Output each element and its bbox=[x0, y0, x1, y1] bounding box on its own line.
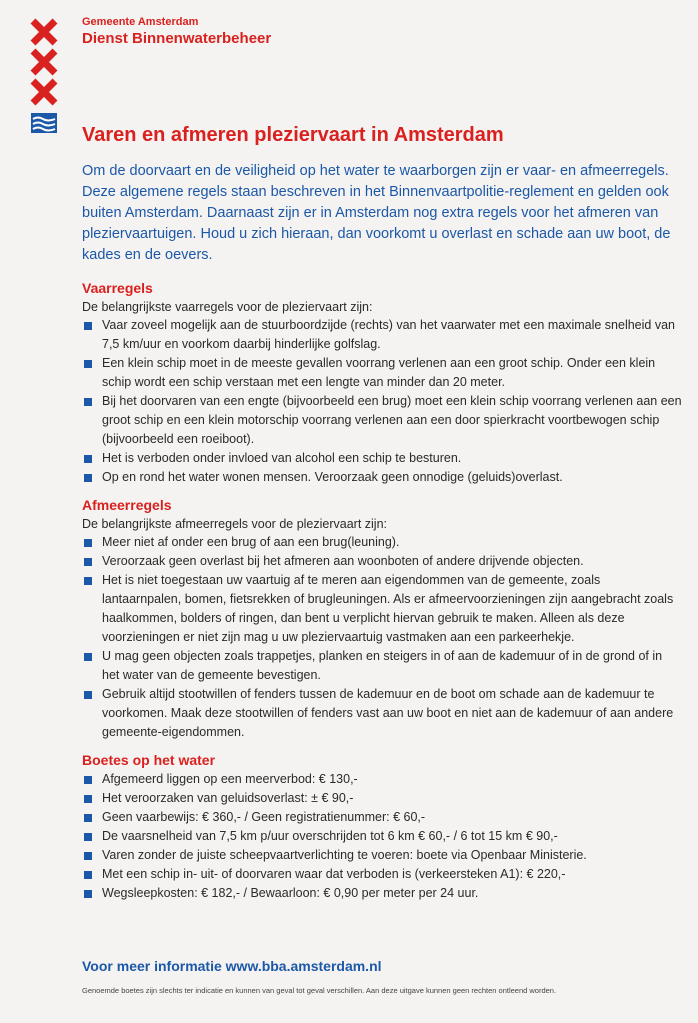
list-item: Met een schip in- uit- of doorvaren waar dat verboden is (verkeersteken A1): € 220,- bbox=[82, 865, 682, 884]
list-item: Het is verboden onder invloed van alcohol een schip te besturen. bbox=[82, 449, 682, 468]
more-info-link[interactable]: Voor meer informatie www.bba.amsterdam.nl bbox=[82, 958, 382, 974]
section-lead: De belangrijkste vaarregels voor de pleziervaart zijn: bbox=[82, 300, 373, 314]
section-heading-afmeerregels: Afmeerregels bbox=[82, 497, 172, 513]
water-waves-icon bbox=[30, 112, 58, 134]
intro-paragraph: Om de doorvaart en de veiligheid op het water te waarborgen zijn er vaar- en afmeerregels. Deze algemene regels staan beschreven in het Binnenvaartpolitie-reglement en gelden ook buiten Amsterdam. Daarnaast zijn er in Amsterdam nog extra regels voor het afmeren van pleziervaartuigen. Houd u zich hieraan, dan voorkomt u overlast en schade aan uw boot, de kades en de oevers. bbox=[82, 163, 671, 263]
section-heading-boetes: Boetes op het water bbox=[82, 752, 216, 768]
section-heading-vaarregels: Vaarregels bbox=[82, 280, 153, 296]
list-item: Het veroorzaken van geluidsoverlast: ± € 90,- bbox=[82, 789, 682, 808]
cross-icon bbox=[30, 48, 58, 76]
cross-icon bbox=[30, 18, 58, 46]
list-item: De vaarsnelheid van 7,5 km p/uur overschrijden tot 6 km € 60,- / 6 tot 15 km € 90,- bbox=[82, 827, 682, 846]
page-title: Varen en afmeren pleziervaart in Amsterdam bbox=[82, 124, 504, 146]
org-large-label: Dienst Binnenwaterbeheer bbox=[82, 30, 272, 47]
list-item: Varen zonder de juiste scheepvaartverlichting te voeren: boete via Openbaar Ministerie. bbox=[82, 846, 682, 865]
document-body bbox=[82, 124, 682, 913]
list-item: Wegsleepkosten: € 182,- / Bewaarloon: € 0,90 per meter per 24 uur. bbox=[82, 884, 682, 903]
list-item: Vaar zoveel mogelijk aan de stuurboordzijde (rechts) van het vaarwater met een maximale snelheid van 7,5 km/uur en voorkom daarbij hinderlijke golfslag. bbox=[82, 316, 682, 354]
list-item: Het is niet toegestaan uw vaartuig af te meren aan eigendommen van de gemeente, zoals lantaarnpalen, bomen, fietsrekken of brugleuningen. Als er afmeervoorzieningen zijn aangebracht zoals haalkommen, bolders of ringen, dan bent u verplicht hiervan gebruik te maken. Alleen als deze voorzieningen er niet zijn mag u uw pleziervaartuig vastmaken aan een parkeerhekje. bbox=[82, 571, 682, 647]
list-item: Veroorzaak geen overlast bij het afmeren aan woonboten of andere drijvende objecten. bbox=[82, 552, 682, 571]
list-item: Op en rond het water wonen mensen. Veroorzaak geen onnodige (geluids)overlast. bbox=[82, 468, 682, 487]
section-lead: De belangrijkste afmeerregels voor de pleziervaart zijn: bbox=[82, 517, 388, 531]
amsterdam-logo bbox=[30, 18, 64, 134]
boetes-list bbox=[82, 770, 682, 903]
list-item: Een klein schip moet in de meeste gevallen voorrang verlenen aan een groot schip. Onder een klein schip wordt een schip verstaan met een lengte van minder dan 20 meter. bbox=[82, 354, 682, 392]
org-small-label: Gemeente Amsterdam bbox=[82, 16, 199, 28]
list-item: Gebruik altijd stootwillen of fenders tussen de kademuur en de boot om schade aan de kademuur te voorkomen. Maak deze stootwillen of fenders vast aan uw boot en niet aan de kademuur of aan andere gemeente-eigendommen. bbox=[82, 685, 682, 742]
list-item: U mag geen objecten zoals trappetjes, planken en steigers in of aan de kademuur of in de grond of in het water van de gemeente bevestigen. bbox=[82, 647, 682, 685]
list-item: Afgemeerd liggen op een meerverbod: € 130,- bbox=[82, 770, 682, 789]
afmeerregels-list bbox=[82, 533, 682, 742]
cross-icon bbox=[30, 78, 58, 106]
disclaimer-text: Genoemde boetes zijn slechts ter indicatie en kunnen van geval tot geval verschillen. Aan deze uitgave kunnen geen rechten ontleend worden. bbox=[82, 986, 557, 995]
list-item: Meer niet af onder een brug of aan een brug(leuning). bbox=[82, 533, 682, 552]
organization-name bbox=[82, 16, 271, 47]
list-item: Geen vaarbewijs: € 360,- / Geen registratienummer: € 60,- bbox=[82, 808, 682, 827]
list-item: Bij het doorvaren van een engte (bijvoorbeeld een brug) moet een klein schip voorrang verlenen aan een groot schip en een klein motorschip voorrang verlenen aan een door spierkracht voortbewogen schip (bijvoorbeeld een roeiboot). bbox=[82, 392, 682, 449]
vaarregels-list bbox=[82, 316, 682, 487]
